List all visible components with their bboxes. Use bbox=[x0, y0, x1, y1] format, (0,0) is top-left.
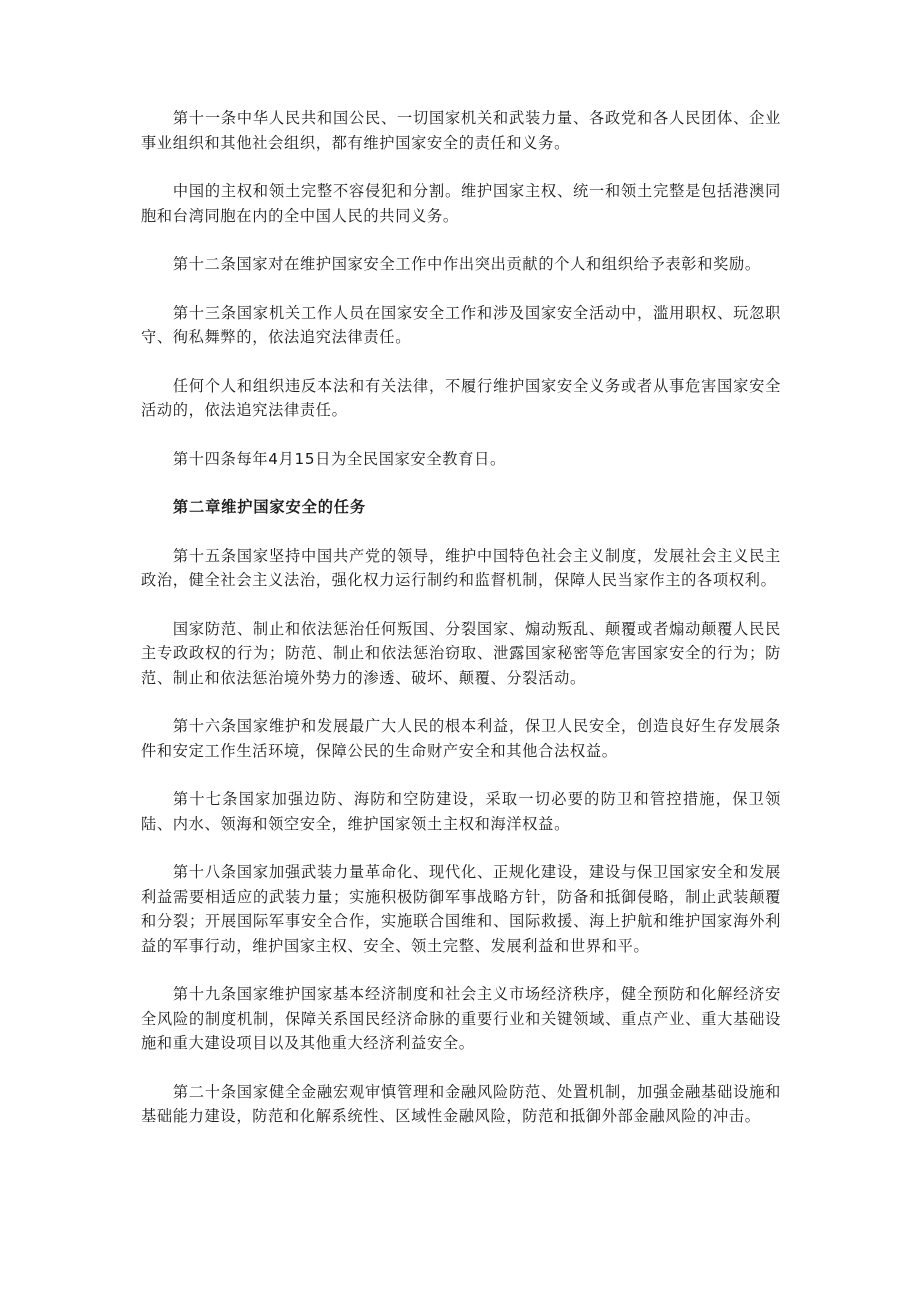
paragraph-prevention: 国家防范、制止和依法惩治任何叛国、分裂国家、煽动叛乱、颠覆或者煽动颠覆人民民主专政政权的行为；防范、制止和依法惩治窃取、泄露国家秘密等危害国家安全的行为；防范、制止和依法惩治境外势力的渗透、破坏、颠覆、分裂活动。 bbox=[141, 619, 781, 687]
paragraph-article-17: 第十七条国家加强边防、海防和空防建设，采取一切必要的防卫和管控措施，保卫领陆、内水、领海和领空安全，维护国家领土主权和海洋权益。 bbox=[141, 790, 781, 833]
paragraph-article-18: 第十八条国家加强武装力量革命化、现代化、正规化建设，建设与保卫国家安全和发展利益需要相适应的武装力量；实施积极防御军事战略方针，防备和抵御侵略，制止武装颠覆和分裂；开展国际军事安全合作，实施联合国维和、国际救援、海上护航和维护国家海外利益的军事行动，维护国家主权、安全、领土完整、发展利益和世界和平。 bbox=[141, 863, 781, 955]
chapter-heading: 第二章维护国家安全的任务 bbox=[172, 498, 366, 516]
paragraph-article-11: 第十一条中华人民共和国公民、一切国家机关和武装力量、各政党和各人民团体、企业事业组织和其他社会组织，都有维护国家安全的责任和义务。 bbox=[141, 109, 781, 152]
paragraph-article-15: 第十五条国家坚持中国共产党的领导，维护中国特色社会主义制度，发展社会主义民主政治，健全社会主义法治，强化权力运行制约和监督机制，保障人民当家作主的各项权利。 bbox=[141, 546, 781, 589]
document-page bbox=[141, 106, 781, 1153]
paragraph-liability: 任何个人和组织违反本法和有关法律，不履行维护国家安全义务或者从事危害国家安全活动的，依法追究法律责任。 bbox=[141, 376, 781, 419]
paragraph-article-20: 第二十条国家健全金融宏观审慎管理和金融风险防范、处置机制，加强金融基础设施和基础能力建设，防范和化解系统性、区域性金融风险，防范和抵御外部金融风险的冲击。 bbox=[141, 1082, 781, 1125]
paragraph-article-13: 第十三条国家机关工作人员在国家安全工作和涉及国家安全活动中，滥用职权、玩忽职守、徇私舞弊的，依法追究法律责任。 bbox=[141, 303, 781, 346]
paragraph-article-14: 第十四条每年4月15日为全民国家安全教育日。 bbox=[172, 449, 506, 468]
paragraph-sovereignty: 中国的主权和领土完整不容侵犯和分割。维护国家主权、统一和领土完整是包括港澳同胞和台湾同胞在内的全中国人民的共同义务。 bbox=[141, 182, 781, 225]
paragraph-article-19: 第十九条国家维护国家基本经济制度和社会主义市场经济秩序，健全预防和化解经济安全风险的制度机制，保障关系国民经济命脉的重要行业和关键领域、重点产业、重大基础设施和重大建设项目以及其他重大经济利益安全。 bbox=[141, 985, 781, 1052]
paragraph-article-16: 第十六条国家维护和发展最广大人民的根本利益，保卫人民安全，创造良好生存发展条件和安定工作生活环境，保障公民的生命财产安全和其他合法权益。 bbox=[141, 717, 781, 760]
paragraph-article-12: 第十二条国家对在维护国家安全工作中作出突出贡献的个人和组织给予表彰和奖励。 bbox=[172, 255, 761, 273]
